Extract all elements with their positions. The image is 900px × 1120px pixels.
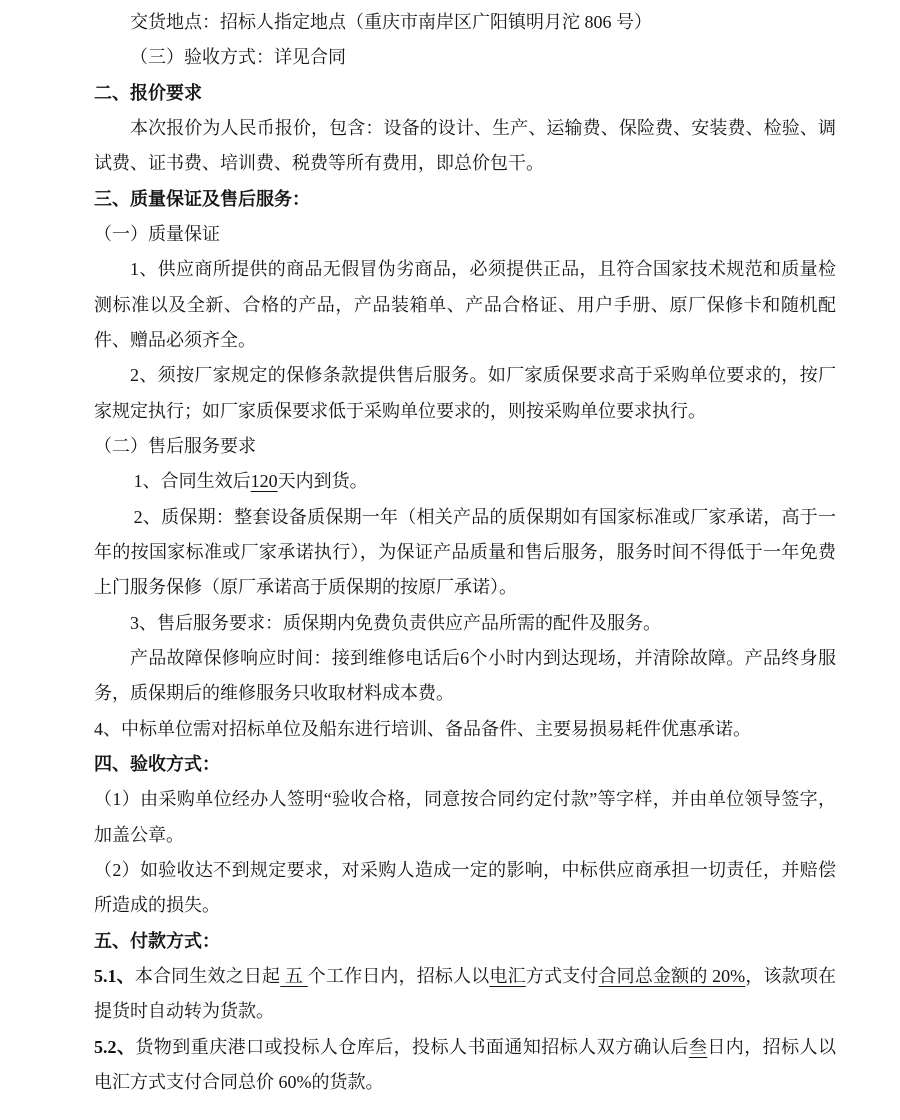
text-run: 4、中标单位需对招标单位及船东进行培训、备品备件、主要易损易耗件优惠承诺。	[94, 718, 751, 739]
text-run: （一）质量保证	[94, 223, 220, 244]
text-run: （2）如验收达不到规定要求，对采购人造成一定的影响，中标供应商承担一切责任，并赔偿所造成的损失。	[94, 859, 836, 916]
text-run: 1、供应商所提供的商品无假冒伪劣商品，必须提供正品，且符合国家技术规范和质量检测标准以及全新、合格的产品，产品装箱单、产品合格证、用户手册、原厂保修卡和随机配件、赠品必须齐全。	[94, 259, 836, 350]
paragraph	[94, 252, 836, 358]
paragraph	[94, 712, 836, 747]
paragraph	[94, 429, 836, 464]
section-heading	[94, 182, 836, 217]
paragraph	[94, 853, 836, 924]
paragraph	[94, 5, 836, 40]
paragraph	[94, 358, 836, 429]
text-run: 个工作日内，招标人以	[307, 965, 490, 986]
paragraph	[94, 40, 836, 75]
text-run: 日内，招标人以电汇方式支付合同总价 60%的货款。	[94, 1036, 837, 1092]
paragraph	[94, 217, 836, 252]
underlined-text: 电汇	[489, 965, 526, 986]
text-run: 天内到货。	[277, 471, 368, 492]
underlined-text: 合同总金额的 20%	[598, 965, 746, 986]
text-run: （三）验收方式：详见合同	[130, 47, 346, 68]
text-run: 本次报价为人民币报价，包含：设备的设计、生产、运输费、保险费、安装费、检验、调试费、证书费、培训费、税费等所有费用，即总价包干。	[94, 117, 836, 174]
text-run: 五、付款方式：	[94, 930, 220, 951]
text-run: 货物到重庆港口或投标人仓库后，投标人书面通知招标人双方确认后	[135, 1036, 689, 1057]
text-run: 四、验收方式：	[94, 753, 220, 774]
text-run: 交货地点：招标人指定地点（重庆市南岸区广阳镇明月沱 806 号）	[130, 12, 652, 32]
section-heading	[94, 76, 836, 111]
paragraph	[94, 959, 836, 1030]
text-run: 1、合同生效后	[133, 471, 251, 492]
text-run: 5.1、	[94, 965, 135, 986]
paragraph	[94, 1030, 836, 1101]
underlined-text: 叁	[688, 1036, 708, 1057]
text-run: 2、质保期：整套设备质保期一年（相关产品的质保期如有国家标准或厂家承诺，高于一年的按国家标准或厂家承诺执行），为保证产品质量和售后服务，服务时间不得低于一年免费上门服务保修（原厂承诺高于质保期的按原厂承诺）。	[94, 506, 836, 598]
text-run: 3、售后服务要求：质保期内免费负责供应产品所需的配件及服务。	[130, 612, 661, 633]
underlined-text: 120	[250, 471, 278, 492]
text-run: 二、报价要求	[94, 82, 202, 103]
section-heading	[94, 924, 836, 959]
text-run: 方式支付	[525, 965, 599, 986]
section-heading	[94, 747, 836, 782]
paragraph	[94, 500, 836, 606]
text-run: ，该款项在提货时自动转为货款。	[94, 965, 837, 1022]
paragraph	[94, 782, 836, 853]
text-run: 本合同生效之日起	[134, 965, 281, 986]
paragraph	[94, 641, 836, 712]
text-run: （二）售后服务要求	[94, 435, 256, 456]
text-run: 5.2、	[94, 1036, 136, 1057]
paragraph	[94, 464, 836, 499]
paragraph	[94, 111, 836, 182]
text-run: 三、质量保证及售后服务：	[94, 188, 310, 209]
text-run: 2、须按厂家规定的保修条款提供售后服务。如厂家质保要求高于采购单位要求的，按厂家规定执行；如厂家质保要求低于采购单位要求的，则按采购单位要求执行。	[94, 365, 836, 421]
paragraph	[94, 606, 836, 641]
underlined-text: 五	[280, 965, 308, 986]
text-run: （1）由采购单位经办人签明“验收合格，同意按合同约定付款”等字样，并由单位领导签字，加盖公章。	[94, 789, 836, 845]
text-run: 产品故障保修响应时间：接到维修电话后6个小时内到达现场，并清除故障。产品终身服务，质保期后的维修服务只收取材料成本费。	[94, 647, 836, 704]
